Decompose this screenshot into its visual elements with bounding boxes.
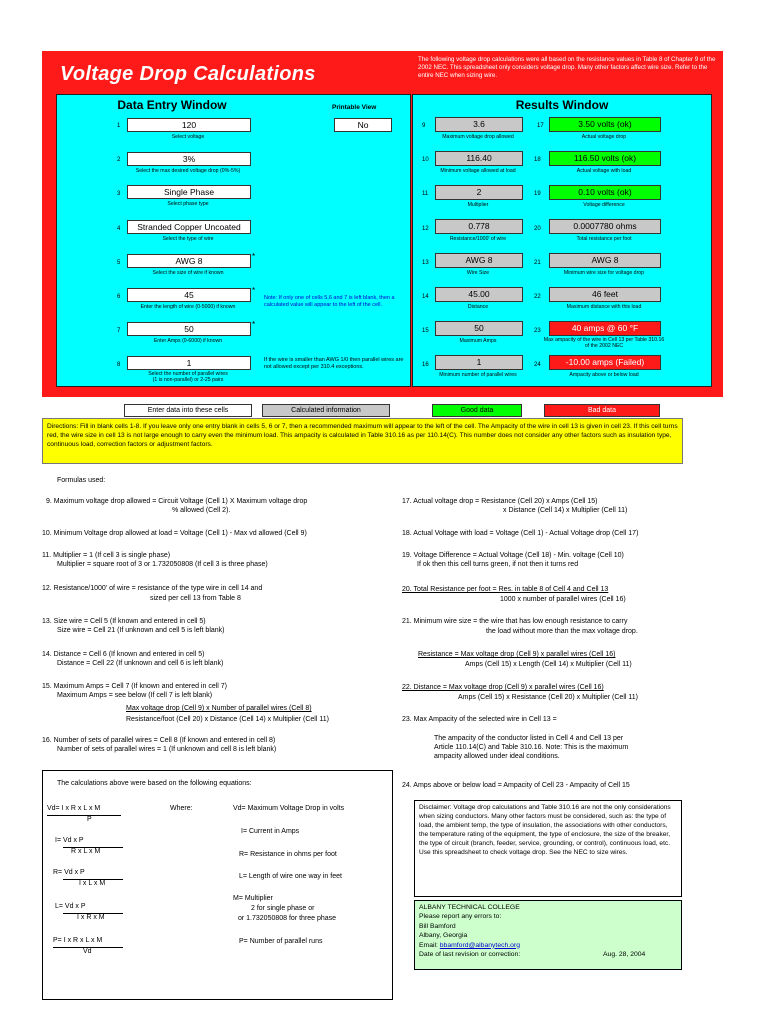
formula-10: 10. Minimum Voltage drop allowed at load = Voltage (Cell 1) - Max vd allowed (Cell 9) (42, 530, 307, 537)
result-caption: Max ampacity of the wire in Cell 13 per Table 310.16 of the 2002 NEC (543, 337, 665, 349)
cell-number: 24 (534, 362, 541, 368)
eq-vd-num: Vd= I x R x L x M (47, 805, 101, 812)
result-caption: Maximum voltage drop allowed (442, 134, 514, 140)
formula-23-c: Article 110.14(C) and Table 310.16. Note: This is the maximum (434, 744, 629, 751)
voltage-input[interactable]: 120 (127, 118, 251, 132)
formula-13: 13. Size wire = Cell 5 (If known and entered in cell 5) (42, 618, 206, 625)
wire-type-select[interactable]: Stranded Copper Uncoated (127, 220, 251, 234)
formula-21: 21. Minimum wire size = the wire that has low enough resistance to carry (402, 618, 628, 625)
def-p: P= Number of parallel runs (239, 938, 323, 945)
author-city: Albany, Georgia (419, 932, 468, 940)
data-entry-window (56, 94, 411, 387)
def-i: I= Current in Amps (241, 828, 300, 835)
revision-date: Aug. 28, 2004 (603, 951, 646, 959)
where-label: Where: (170, 805, 193, 812)
equations-heading: The calculations above were based on the following equations: (57, 780, 252, 787)
result-caption: Ampacity above or below load (569, 372, 639, 378)
parallel-wires-input[interactable]: 1 (127, 356, 251, 370)
result-caption: Maximum distance with this load (566, 304, 642, 310)
cell-number: 22 (534, 294, 541, 300)
max-distance-value: 46 feet (549, 287, 661, 302)
formula-17: 17. Actual voltage drop = Resistance (Cell 20) x Amps (Cell 15) (402, 498, 598, 505)
cell-number: 17 (537, 123, 544, 129)
formula-22-den: Amps (Cell 15) x Resistance (Cell 20) x Multiplier (Cell 11) (458, 694, 638, 701)
field-caption: Select phase type (167, 201, 209, 207)
cell-number: 2 (117, 157, 121, 163)
contact-box (414, 900, 682, 970)
email-label: Email: (419, 941, 438, 949)
total-resistance-value: 0.0007780 ohms (549, 219, 661, 234)
formula-16-cont: Number of sets of parallel wires = 1 (If unknown and cell 8 is left blank) (57, 746, 277, 753)
field-caption: Select the size of wire if known (152, 270, 224, 276)
wire-size-select[interactable]: AWG 8 (127, 254, 251, 268)
formula-20: 20. Total Resistance per foot = Res. in table 8 of Cell 4 and Cell 13 (402, 586, 609, 593)
formula-23-b: The ampacity of the conductor listed in Cell 4 and Cell 13 per (434, 735, 624, 742)
formulas-heading: Formulas used: (57, 477, 106, 484)
formula-23: 23. Max Ampacity of the selected wire in Cell 13 = (402, 716, 557, 723)
result-caption: Minimum wire size for voltage drop (563, 270, 645, 276)
eq-r-den: I x L x M (79, 880, 106, 887)
legend-calculated: Calculated information (262, 404, 390, 417)
eq-i-num: I= Vd x P (55, 837, 84, 844)
cell-number: 15 (422, 328, 429, 334)
cell-number: 21 (534, 260, 541, 266)
def-m: M= Multiplier (233, 895, 273, 902)
def-l: L= Length of wire one way in feet (239, 873, 342, 880)
multiplier-value: 2 (435, 185, 523, 200)
blank-cell-note: Note: If only one of cells 5,6 and 7 is left blank, then a calculated value will appear to the left of the cell. (264, 295, 395, 308)
intro-text: The following voltage drop calculations were all based on the resistance values in Table 8 of Chapter 9 of the 2002 NEC. This spreadsheet only considers voltage drop. Many other factors affect wire size. Refer to the entire NEC when sizing wire. (418, 56, 716, 79)
equations-box (42, 770, 393, 1000)
formula-20-den: 1000 x number of parallel wires (Cell 16) (500, 596, 626, 603)
eq-l-num: L= Vd x P (55, 903, 86, 910)
min-wire-size-value: AWG 8 (549, 253, 661, 268)
cell-number: 18 (534, 157, 541, 163)
parallel-note: If the wire is smaller than AWG 1/0 then parallel wires are not allowed except per 310.4 exceptions. (264, 357, 404, 370)
legend-bad-data: Bad data (544, 404, 660, 417)
result-caption: Minimum number of parallel wires (439, 372, 517, 378)
report-errors-text: Please report any errors to: (419, 913, 502, 921)
star-marker: * (252, 286, 256, 295)
cell-number: 13 (422, 260, 429, 266)
formula-15-num: Max voltage drop (Cell 9) x Number of parallel wires (Cell 8) (126, 705, 312, 712)
cell-number: 14 (422, 294, 429, 300)
field-caption: Select the number of parallel wires (148, 371, 228, 377)
def-r: R= Resistance in ohms per foot (239, 851, 337, 858)
formula-12: 12. Resistance/1000' of wire = resistance of the type wire in cell 14 and (42, 585, 263, 592)
phase-select[interactable]: Single Phase (127, 185, 251, 199)
field-caption: Select the max desired voltage drop (0%-5%) (135, 168, 241, 174)
result-caption: Maximum Amps (459, 338, 497, 344)
formula-18: 18. Actual Voltage with load = Voltage (Cell 1) - Actual Voltage drop (Cell 17) (402, 530, 639, 537)
eq-r-num: R= Vd x P (53, 869, 85, 876)
result-caption: Voltage difference (583, 202, 625, 208)
formula-22: 22. Distance = Max voltage drop (Cell 9) x parallel wires (Cell 16) (402, 684, 604, 691)
result-caption: Wire Size (466, 270, 490, 276)
results-window (412, 94, 712, 387)
author-name: Bill Bamford (419, 922, 456, 930)
result-caption: Minimum voltage allowed at load (440, 168, 516, 174)
formula-13-cont: Size wire = Cell 21 (If unknown and cell 5 is left blank) (57, 627, 225, 634)
formula-15-cont: Maximum Amps = see below (If cell 7 is left blank) (57, 692, 213, 699)
page-title: Voltage Drop Calculations (60, 63, 316, 85)
formula-9-cont: % allowed (Cell 2). (172, 507, 231, 514)
cell-number: 6 (117, 294, 121, 300)
ampacity-diff-value: -10.00 amps (Failed) (549, 355, 661, 370)
cell-number: 16 (422, 362, 429, 368)
entry-window-title: Data Entry Window (117, 98, 227, 112)
school-name: ALBANY TECHNICAL COLLEGE (419, 904, 520, 911)
field-caption: Enter Amps (0-6000) if known (153, 338, 223, 344)
actual-vd-value: 3.50 volts (ok) (549, 117, 661, 132)
eq-l-den: I x R x M (77, 914, 105, 921)
formula-19-cont: If ok then this cell turns green, if not then it turns red (417, 561, 579, 568)
legend-good-data: Good data (432, 404, 522, 417)
formula-14-cont: Distance = Cell 22 (If unknown and cell 6 is left blank) (57, 660, 224, 667)
legend-enter-data: Enter data into these cells (124, 404, 252, 417)
formula-14: 14. Distance = Cell 6 (If known and entered in cell 5) (42, 651, 205, 658)
min-parallel-wires-value: 1 (435, 355, 523, 370)
star-marker: * (252, 320, 256, 329)
min-voltage-at-load-value: 116.40 (435, 151, 523, 166)
field-caption: Select voltage (171, 134, 205, 140)
max-amps-value: 50 (435, 321, 523, 336)
formula-12-cont: sized per cell 13 from Table 8 (150, 595, 241, 602)
cell-number: 7 (117, 328, 121, 334)
result-caption: Actual voltage drop (581, 134, 627, 140)
def-m-three: or 1.732050808 for three phase (238, 915, 337, 922)
wire-length-input[interactable]: 45 (127, 288, 251, 302)
result-caption: Resistance/1000' of wire (449, 236, 507, 242)
formula-17-cont: x Distance (Cell 14) x Multiplier (Cell 11) (503, 507, 628, 514)
cell-number: 3 (117, 191, 121, 197)
eq-p-num: P= I x R x L x M (53, 937, 103, 944)
formula-23-d: ampacity allowed under ideal conditions. (434, 753, 560, 760)
def-vd: Vd= Maximum Voltage Drop in volts (233, 805, 345, 812)
formula-21-den: Amps (Cell 15) x Length (Cell 14) x Multiplier (Cell 11) (465, 661, 632, 668)
result-caption: Total resistance per foot (576, 236, 632, 242)
field-caption: Select the type of wire (162, 236, 214, 242)
formula-21-num: Resistance = Max voltage drop (Cell 9) x parallel wires (Cell 16) (418, 651, 616, 658)
disclaimer-box: Disclaimer: Voltage drop calculations and Table 310.16 are not the only considerations when sizing conductors. Many other factors must be considered, such as: the type of load, the ambient temp, the type of insulation, the associations with other conductors, the temperature rating of the equipment, the type of enclosure, the size of the breaker, the type of circuit (branch, feeder, service, grounding, or control), continuous load, etc. Use this spreadsheet to check voltage drop. See the NEC to size wires. (414, 800, 682, 897)
cell-number: 12 (422, 226, 429, 232)
formula-24: 24. Amps above or below load = Ampacity of Cell 23 - Ampacity of Cell 15 (402, 782, 630, 789)
result-caption: Distance (467, 304, 489, 310)
revision-row (419, 950, 677, 959)
field-caption-2: (1 is non-parallel) or 2-25 pairs (152, 377, 224, 383)
max-vd-allowed-value: 3.6 (435, 117, 523, 132)
resistance-per-1000-value: 0.778 (435, 219, 523, 234)
formula-19: 19. Voltage Difference = Actual Voltage (Cell 18) - Min. voltage (Cell 10) (402, 552, 624, 559)
cell-number: 5 (117, 260, 121, 266)
cell-number: 9 (422, 123, 426, 129)
distance-value: 45.00 (435, 287, 523, 302)
formula-16: 16. Number of sets of parallel wires = Cell 8 (If known and entered in cell 8) (42, 737, 276, 744)
cell-number: 23 (534, 328, 541, 334)
printable-view-input[interactable]: No (334, 118, 392, 132)
def-m-single: 2 for single phase or (251, 905, 315, 912)
cell-number: 1 (117, 123, 121, 129)
results-window-title: Results Window (515, 98, 609, 112)
eq-i-den: R x L x M (71, 848, 101, 855)
formula-21-cont: the load without more than the max voltage drop. (486, 628, 638, 635)
email-link[interactable]: bbamford@albanytech.org (439, 941, 520, 949)
wire-size-value: AWG 8 (435, 253, 523, 268)
revision-label: Date of last revision or correction: (419, 951, 521, 959)
result-caption: Multiplier (467, 202, 489, 208)
amps-input[interactable]: 50 (127, 322, 251, 336)
formula-15-den: Resistance/foot (Cell 20) x Distance (Cell 14) x Multiplier (Cell 11) (126, 716, 329, 723)
fraction-line (47, 815, 121, 816)
email-row (419, 941, 677, 950)
directions-box: Directions: Fill in blank cells 1-8. If you leave only one entry blank in cells 5, 6 or 7, then a recommended maximum will appear to the left of the cell. The Ampacity of the wire in cell 13 is given in cell 23. If this cell turns red, the wire size in cell 13 is not large enough to carry even the minimum load. This ampacity is calculated in Table 310.16 as per 110.14(C). This number does not consider any other factors such as insulation type, continuous load, correction factors or adjustment factors. (42, 418, 683, 464)
cell-number: 8 (117, 362, 121, 368)
actual-voltage-load-value: 116.50 volts (ok) (549, 151, 661, 166)
cell-number: 11 (422, 191, 429, 197)
cell-number: 19 (534, 191, 541, 197)
formula-15: 15. Maximum Amps = Cell 7 (If known and entered in cell 7) (42, 683, 228, 690)
max-ampacity-value: 40 amps @ 60 °F (549, 321, 661, 336)
cell-number: 4 (117, 226, 121, 232)
star-marker: * (252, 252, 256, 261)
formula-11: 11. Multiplier = 1 (If cell 3 is single phase) (42, 552, 171, 559)
field-caption: Enter the length of wire (0-5000) if known (140, 304, 236, 310)
eq-vd-den: P (87, 816, 92, 823)
printable-view-label: Printable View (332, 104, 377, 111)
formula-11-cont: Multiplier = square root of 3 or 1.732050808 (If cell 3 is three phase) (57, 561, 268, 568)
cell-number: 20 (534, 226, 541, 232)
eq-p-den: Vd (83, 948, 92, 955)
result-caption: Actual voltage with load (576, 168, 632, 174)
voltage-drop-input[interactable]: 3% (127, 152, 251, 166)
voltage-difference-value: 0.10 volts (ok) (549, 185, 661, 200)
formula-9: 9. Maximum voltage drop allowed = Circuit Voltage (Cell 1) X Maximum voltage drop (46, 498, 308, 505)
cell-number: 10 (422, 157, 429, 163)
